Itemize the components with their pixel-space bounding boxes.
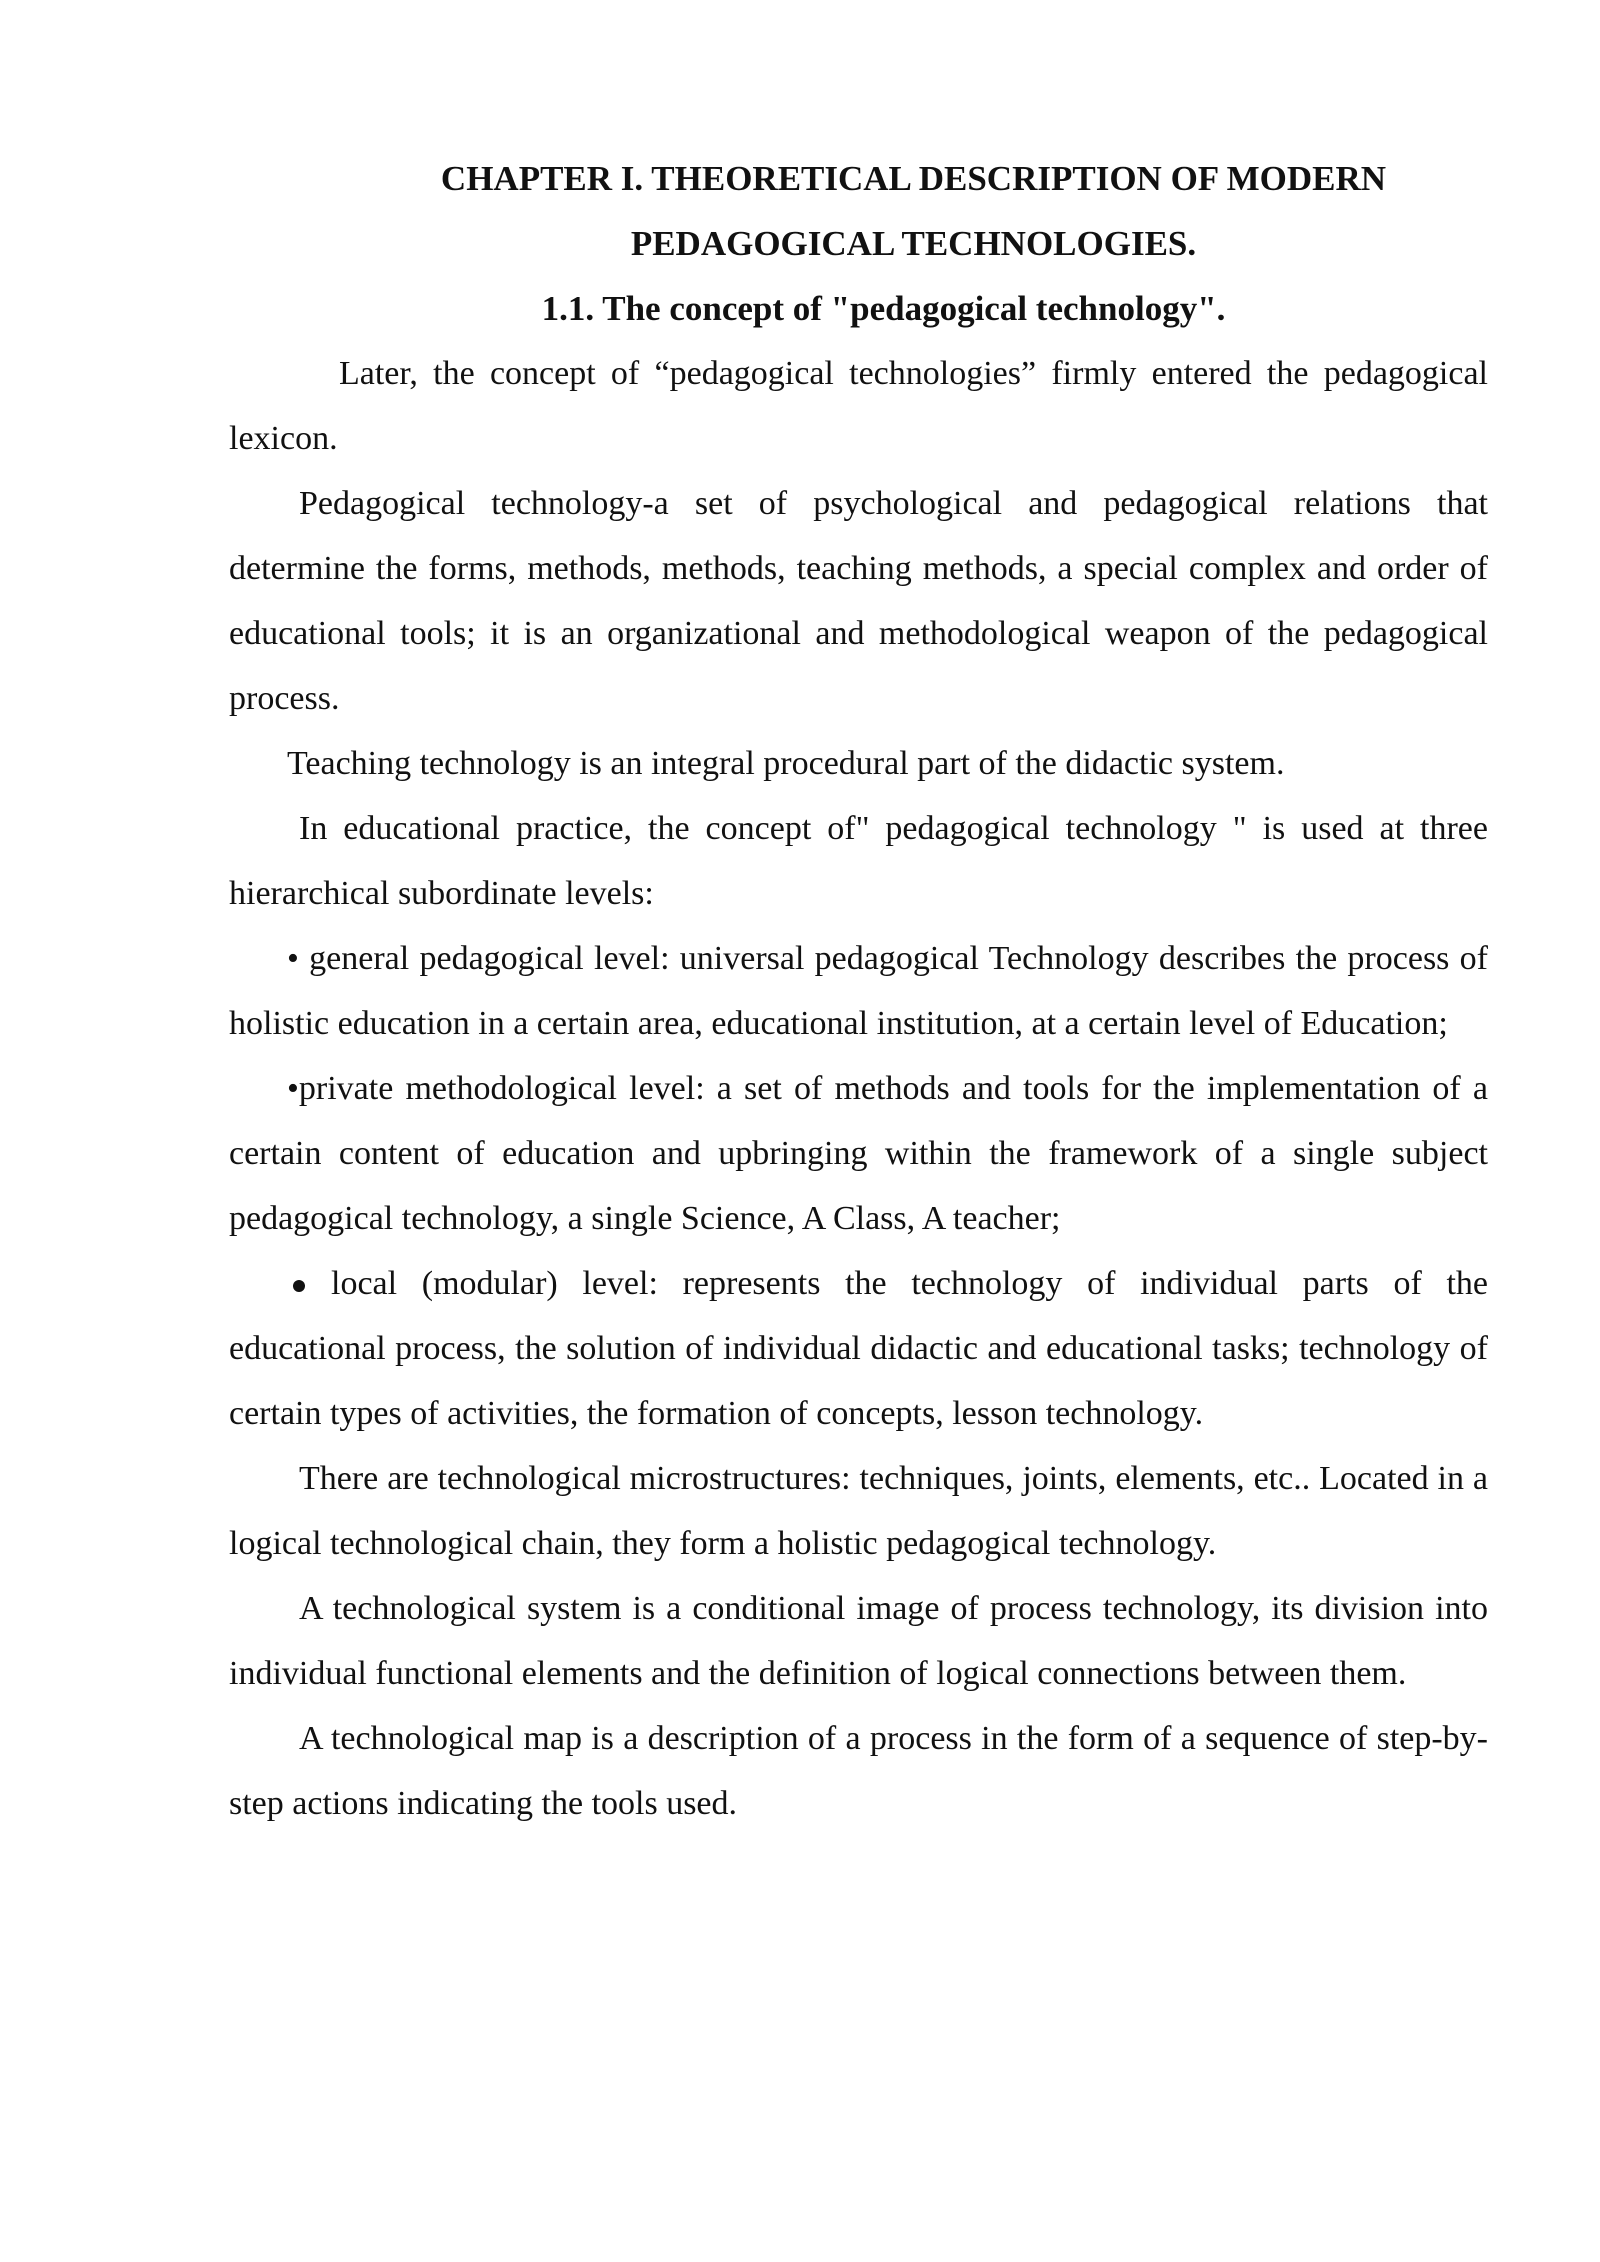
paragraph-technological-map: A technological map is a description of a process in the form of a sequence of step-by-step actions indicating the tools used.	[229, 1720, 1488, 1822]
list-item-text: local (modular) level: represents the technology of individual parts of the educational process, the solution of individual didactic and educational tasks; technology of certain types of activities, the formation of concepts, lesson technology.	[229, 1265, 1488, 1432]
paragraph-intro: Later, the concept of “pedagogical technologies” firmly entered the pedagogical lexicon.	[229, 355, 1488, 457]
paragraph-technological-system: A technological system is a conditional image of process technology, its division into individual functional elements and the definition of logical connections between them.	[229, 1590, 1488, 1692]
list-item-general-level	[229, 926, 1488, 1056]
paragraph-levels-intro: In educational practice, the concept of" pedagogical technology " is used at three hierarchical subordinate levels:	[229, 810, 1488, 912]
chapter-title: CHAPTER I. THEORETICAL DESCRIPTION OF MODERN PEDAGOGICAL TECHNOLOGIES.	[440, 159, 1387, 263]
list-item-text: private methodological level: a set of methods and tools for the implementation of a certain content of education and upbringing within the framework of a single subject pedagogical technology, a single Science, A Class, A teacher;	[229, 1070, 1488, 1237]
paragraph-microstructures: There are technological microstructures: techniques, joints, elements, etc.. Located in a logical technological chain, they form a holistic pedagogical technology.	[229, 1460, 1488, 1562]
bullet-dot-icon	[293, 1280, 305, 1292]
section-title: 1.1. The concept of "pedagogical technology".	[541, 289, 1226, 328]
list-item-local-level	[229, 1251, 1488, 1446]
bullet-marker: •	[287, 1070, 299, 1107]
bullet-marker: •	[287, 940, 299, 977]
paragraph-teaching-technology: Teaching technology is an integral procedural part of the didactic system.	[287, 745, 1285, 782]
list-item-methodological-level	[229, 1056, 1488, 1251]
page-content	[229, 146, 1488, 1836]
list-item-text: general pedagogical level: universal pedagogical Technology describes the process of holistic education in a certain area, educational institution, at a certain level of Education;	[229, 940, 1488, 1042]
paragraph-definition: Pedagogical technology-a set of psychological and pedagogical relations that determine the forms, methods, methods, teaching methods, a special complex and order of educational tools; it is an organizational and methodological weapon of the pedagogical process.	[229, 485, 1488, 717]
